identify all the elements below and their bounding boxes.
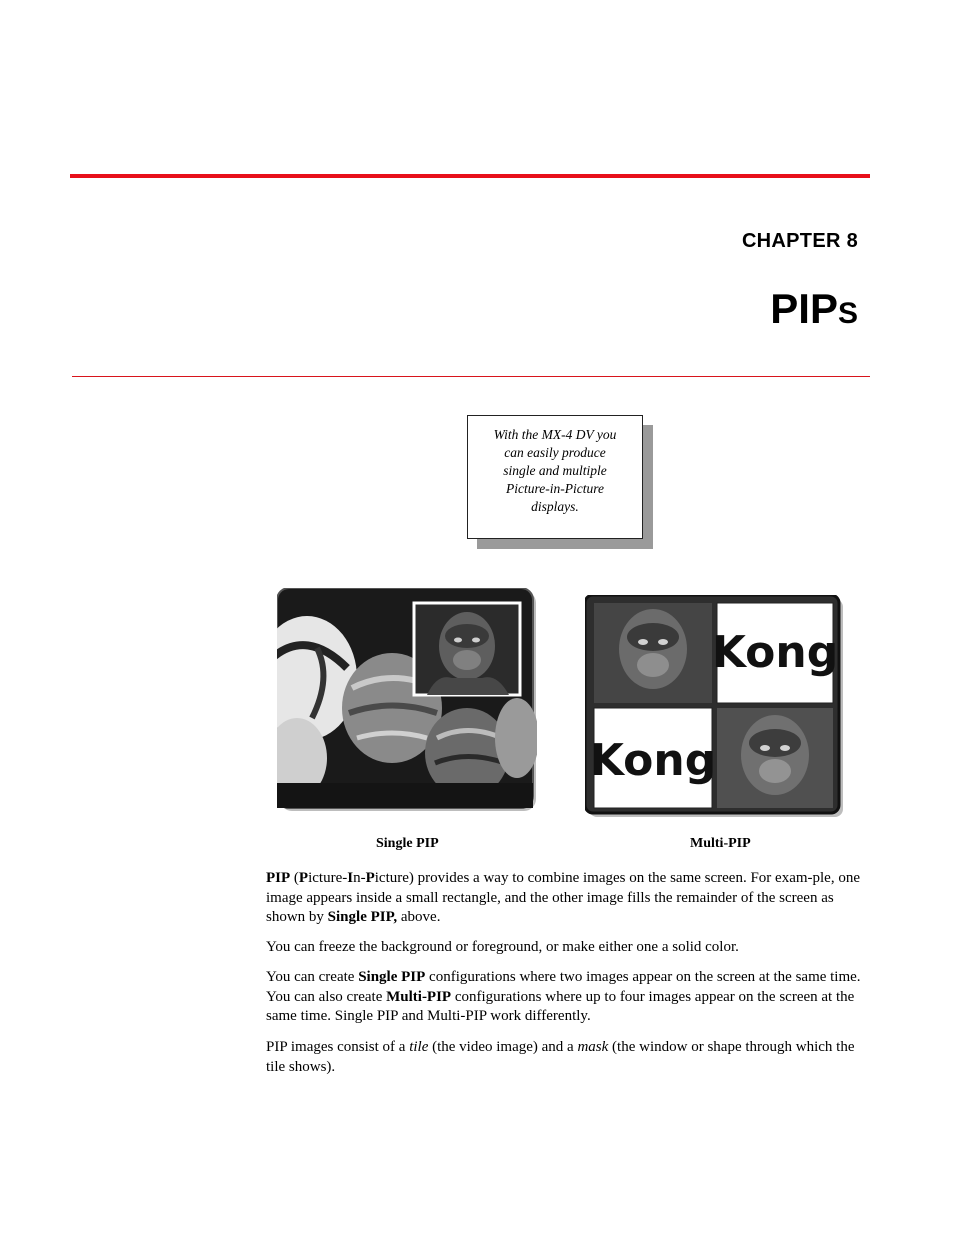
acronym-letter: P	[298, 870, 309, 886]
text-run: above.	[397, 909, 441, 925]
text-run: icture-	[308, 870, 348, 886]
single-pip-caption: Single PIP	[376, 836, 439, 851]
note-line: can easily produce	[504, 445, 606, 460]
acronym-letter: I	[347, 870, 354, 886]
note-line: single and multiple	[503, 463, 607, 478]
term-pip: PIP	[266, 870, 291, 886]
single-pip-graphic	[277, 588, 537, 812]
term-single-pip: Single PIP,	[327, 909, 398, 925]
note-line: Picture-in-Picture	[506, 481, 604, 496]
text-run: configurations where up to four images appear on the screen at the same time. Single PIP and Multi-PIP work differently.	[266, 988, 855, 1024]
term-tile: tile	[409, 1039, 429, 1055]
acronym-letter: P	[365, 870, 375, 886]
kong-text: Kong	[589, 735, 717, 786]
term-multi-pip: Multi-PIP	[386, 988, 452, 1005]
text-run: You can create	[266, 969, 359, 985]
text-run: (the window or shape through which the tile shows).	[266, 1039, 855, 1075]
text-run: (the video image) and a	[428, 1039, 578, 1055]
note-line: displays.	[531, 499, 579, 514]
multi-pip-graphic	[585, 595, 843, 817]
chapter-label: CHAPTER 8	[741, 230, 858, 252]
kong-text: Kong	[711, 627, 839, 678]
paragraph-pip-intro	[266, 869, 870, 928]
paragraph-freeze	[266, 938, 870, 958]
text-run: PIP images consist of a	[266, 1039, 410, 1055]
text-run: icture) provides a way to combine images on the same screen. For exam-ple, one image appears inside a small rectangle, and the other image fills the remainder of the screen as shown by	[266, 870, 861, 925]
multi-pip-image	[585, 595, 843, 817]
paragraph-tile-mask	[266, 1038, 870, 1077]
text-run: (	[290, 870, 299, 886]
chapter-divider-rule	[72, 376, 870, 377]
text-run: You can freeze the background or foreground, or make either one a solid color.	[266, 939, 739, 955]
single-pip-image	[277, 588, 537, 812]
text-run: configurations where two images appear on the screen at the same time. You can also create	[266, 969, 861, 1005]
chapter-title-main: PIP	[770, 285, 838, 332]
chapter-title	[770, 285, 858, 332]
text-run: n-	[353, 870, 366, 886]
chapter-header-rule	[70, 174, 870, 178]
chapter-title-small: S	[837, 297, 858, 330]
term-single-pip: Single PIP	[358, 969, 426, 985]
term-mask: mask	[577, 1039, 609, 1055]
margin-note	[467, 415, 643, 539]
multi-pip-caption: Multi-PIP	[690, 836, 751, 851]
paragraph-configurations	[266, 968, 870, 1027]
note-line: With the MX-4 DV you	[493, 427, 617, 442]
